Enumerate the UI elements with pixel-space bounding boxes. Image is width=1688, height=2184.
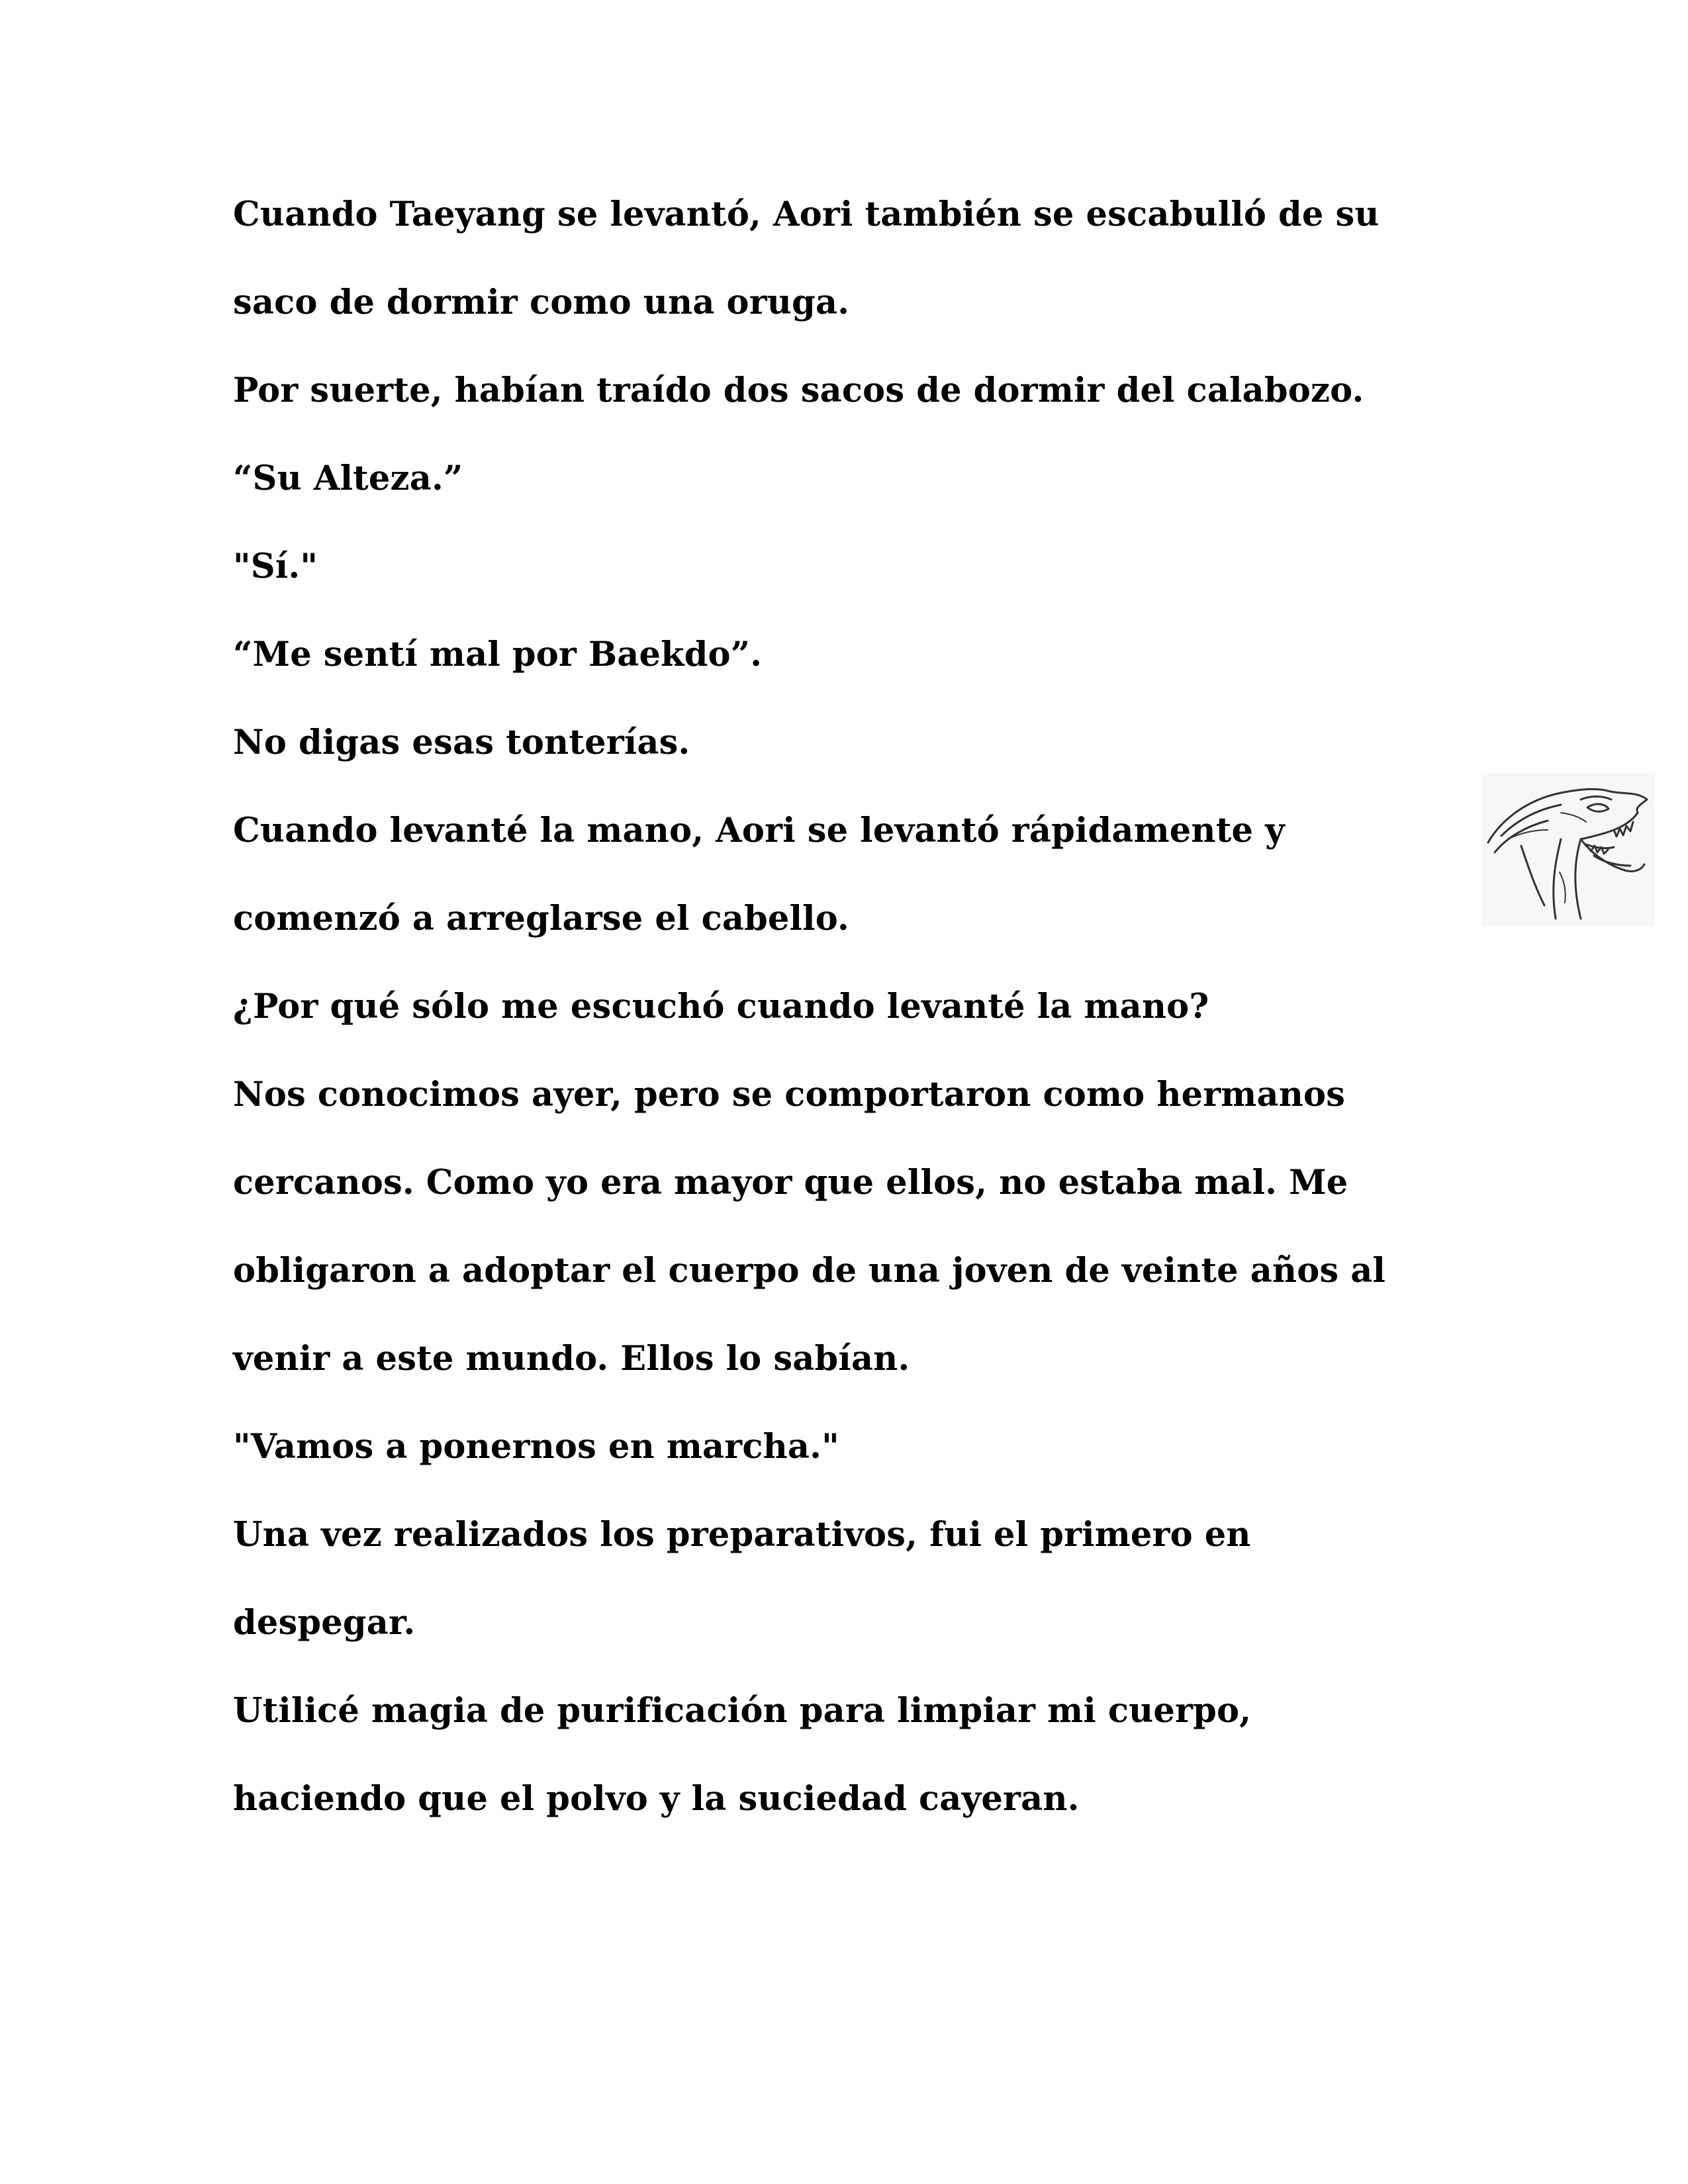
text-line: cercanos. Como yo era mayor que ellos, no estaba mal. Me xyxy=(233,1163,1348,1203)
text-line: Nos conocimos ayer, pero se comportaron como hermanos xyxy=(233,1075,1346,1115)
dinosaur-head-sketch-icon xyxy=(1481,773,1655,927)
text-line: ¿Por qué sólo me escuchó cuando levanté la mano? xyxy=(233,987,1209,1026)
text-line: venir a este mundo. Ellos lo sabían. xyxy=(233,1339,910,1379)
text-line: haciendo que el polvo y la suciedad cayeran. xyxy=(233,1779,1080,1819)
text-line: Cuando Taeyang se levantó, Aori también se escabulló de su xyxy=(233,195,1380,234)
text-line: Por suerte, habían traído dos sacos de dormir del calabozo. xyxy=(233,371,1364,410)
text-line: “Me sentí mal por Baekdo”. xyxy=(233,635,763,674)
text-line: saco de dormir como una oruga. xyxy=(233,283,850,322)
text-line: Una vez realizados los preparativos, fui el primero en xyxy=(233,1515,1251,1555)
text-line: comenzó a arreglarse el cabello. xyxy=(233,899,849,938)
text-line: Cuando levanté la mano, Aori se levantó rápidamente y xyxy=(233,811,1285,850)
text-line: obligaron a adoptar el cuerpo de una joven de veinte años al xyxy=(233,1251,1386,1291)
text-line: "Vamos a ponernos en marcha." xyxy=(233,1427,839,1467)
text-line: Utilicé magia de purificación para limpiar mi cuerpo, xyxy=(233,1691,1252,1731)
text-line: No digas esas tonterías. xyxy=(233,723,690,762)
text-line: "Sí." xyxy=(233,547,318,586)
text-line: despegar. xyxy=(233,1603,416,1643)
text-line: “Su Alteza.” xyxy=(233,459,463,498)
